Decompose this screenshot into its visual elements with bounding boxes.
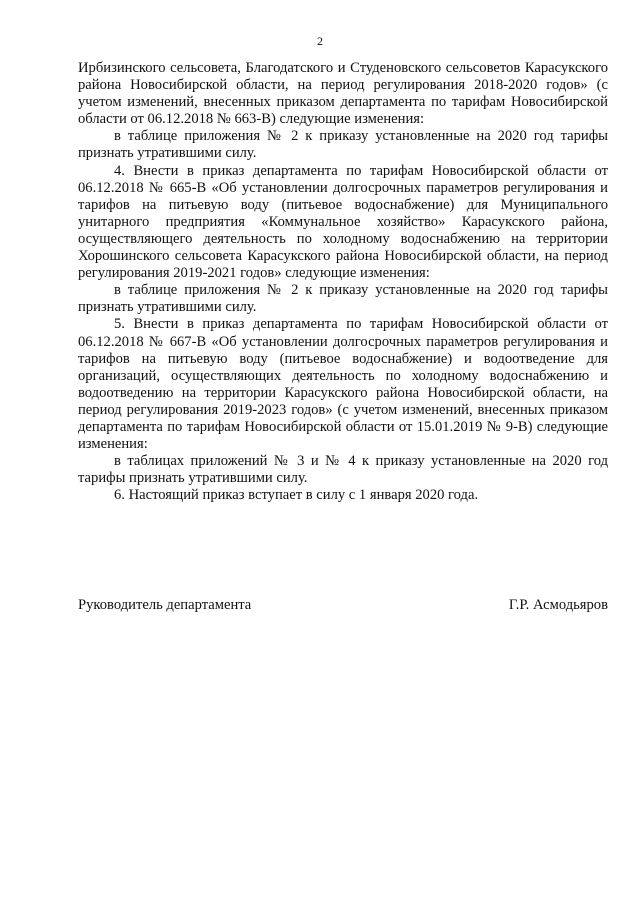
paragraph-table-note-3: в таблицах приложений № 3 и № 4 к приказу установленные на 2020 год тарифы признать утратившими силу. (78, 453, 608, 487)
paragraph-continuation: Ирбизинского сельсовета, Благодатского и Студеновского сельсоветов Карасукского района Новосибирской области, на период регулирования 2018-2020 годов» (с учетом изменений, внесенных приказом департамента по тарифам Новосибирской области от 06.12.2018 № 663-В) следующие изменения: (78, 60, 608, 128)
paragraph-item-5: 5. Внести в приказ департамента по тарифам Новосибирской области от 06.12.2018 № 667-В «Об установлении долгосрочных параметров регулирования и тарифов на питьевую воду (питьевое водоснабжение) и водоотведение для организаций, осуществляющих деятельность по холодному водоснабжению и водоотведению на территории Карасукского района Новосибирской области, на период регулирования 2019-2023 годов» (с учетом изменений, внесенных приказом департамента по тарифам Новосибирской области от 15.01.2019 № 9-В) следующие изменения: (78, 316, 608, 453)
paragraph-table-note-1: в таблице приложения № 2 к приказу установленные на 2020 год тарифы признать утратившими силу. (78, 128, 608, 162)
signature-block (78, 597, 608, 614)
paragraph-table-note-2: в таблице приложения № 2 к приказу установленные на 2020 год тарифы признать утратившими силу. (78, 282, 608, 316)
paragraph-item-4: 4. Внести в приказ департамента по тарифам Новосибирской области от 06.12.2018 № 665-В «Об установлении долгосрочных параметров регулирования и тарифов на питьевую воду (питьевое водоснабжение) для Муниципального унитарного предприятия «Коммунальное хозяйство» Карасукского района, осуществляющего деятельность по холодному водоснабжению на территории Хорошинского сельсовета Карасукского района Новосибирской области, на период регулирования 2019-2021 годов» следующие изменения: (78, 162, 608, 282)
document-body (78, 60, 608, 504)
signatory-name: Г.Р. Асмодьяров (508, 597, 608, 613)
page-number: 2 (317, 34, 323, 48)
paragraph-item-6: 6. Настоящий приказ вступает в силу с 1 января 2020 года. (114, 487, 479, 504)
signatory-title: Руководитель департамента (78, 597, 252, 613)
